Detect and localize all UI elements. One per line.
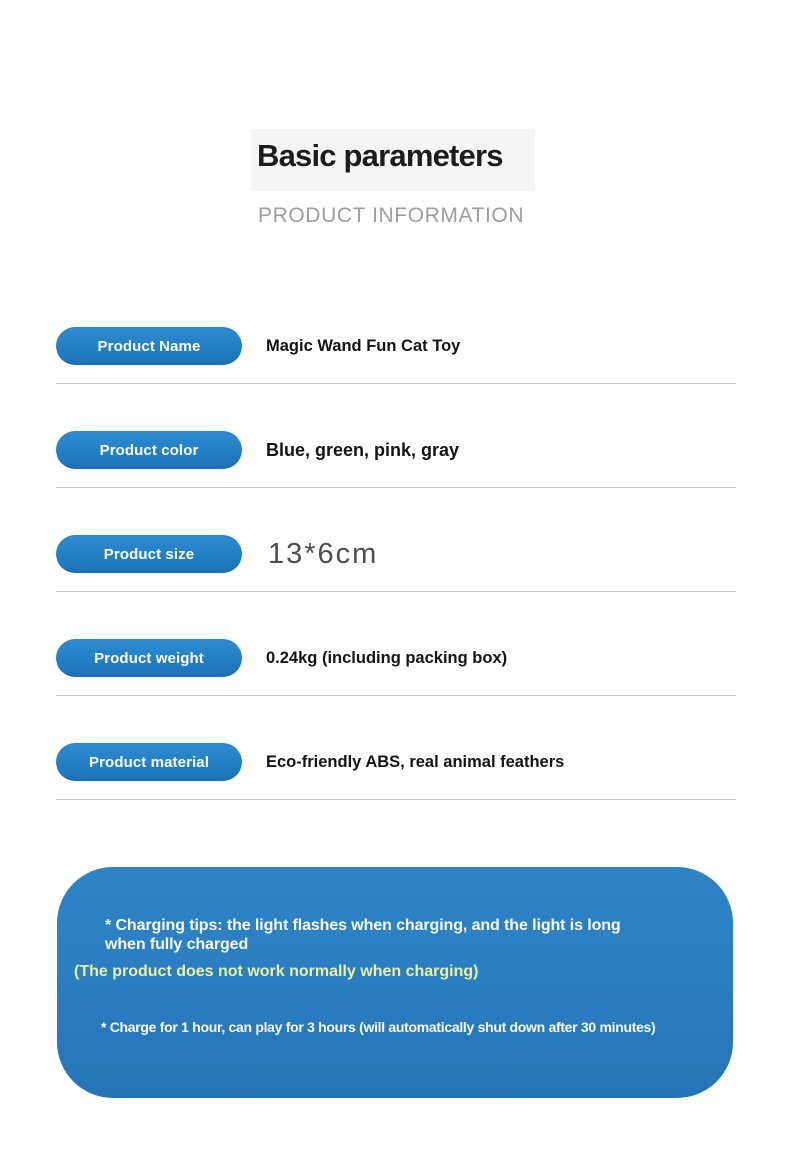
page-subtitle: PRODUCT INFORMATION [258,204,525,227]
spec-label-pill [56,639,242,677]
spec-value: Blue, green, pink, gray [266,440,460,460]
row-divider [56,591,736,592]
spec-label-pill [56,327,242,365]
charging-warning-text: (The product does not work normally when charging) [74,963,479,980]
spec-label: Product material [89,753,209,771]
charging-tip-text [105,916,621,954]
row-divider [56,487,736,488]
row-divider [56,799,736,800]
row-divider [56,383,736,384]
charging-tip-line1: * Charging tips: the light flashes when charging, and the light is long [105,917,621,934]
page-title: Basic parameters [257,138,503,173]
spec-value: Eco-friendly ABS, real animal feathers [266,753,565,771]
spec-label: Product weight [94,649,204,667]
charging-tip-line2: when fully charged [105,936,249,953]
spec-label-pill [56,431,242,469]
spec-value: 0.24kg (including packing box) [266,649,508,667]
battery-life-text: * Charge for 1 hour, can play for 3 hours (will automatically shut down after 30 minutes) [101,1019,656,1035]
spec-row-product-color [0,431,790,535]
charging-notes-panel [57,867,733,1098]
row-divider [56,695,736,696]
spec-row-product-material [0,743,790,847]
spec-row-product-name [0,327,790,431]
spec-value: Magic Wand Fun Cat Toy [266,337,461,355]
spec-label: Product Name [97,337,201,355]
spec-row-product-weight [0,639,790,743]
spec-row-product-size [0,535,790,639]
spec-label: Product size [103,545,195,563]
spec-label-pill [56,743,242,781]
spec-label: Product color [99,441,199,459]
spec-label-pill [56,535,242,573]
spec-value: 13*6cm [268,538,379,570]
